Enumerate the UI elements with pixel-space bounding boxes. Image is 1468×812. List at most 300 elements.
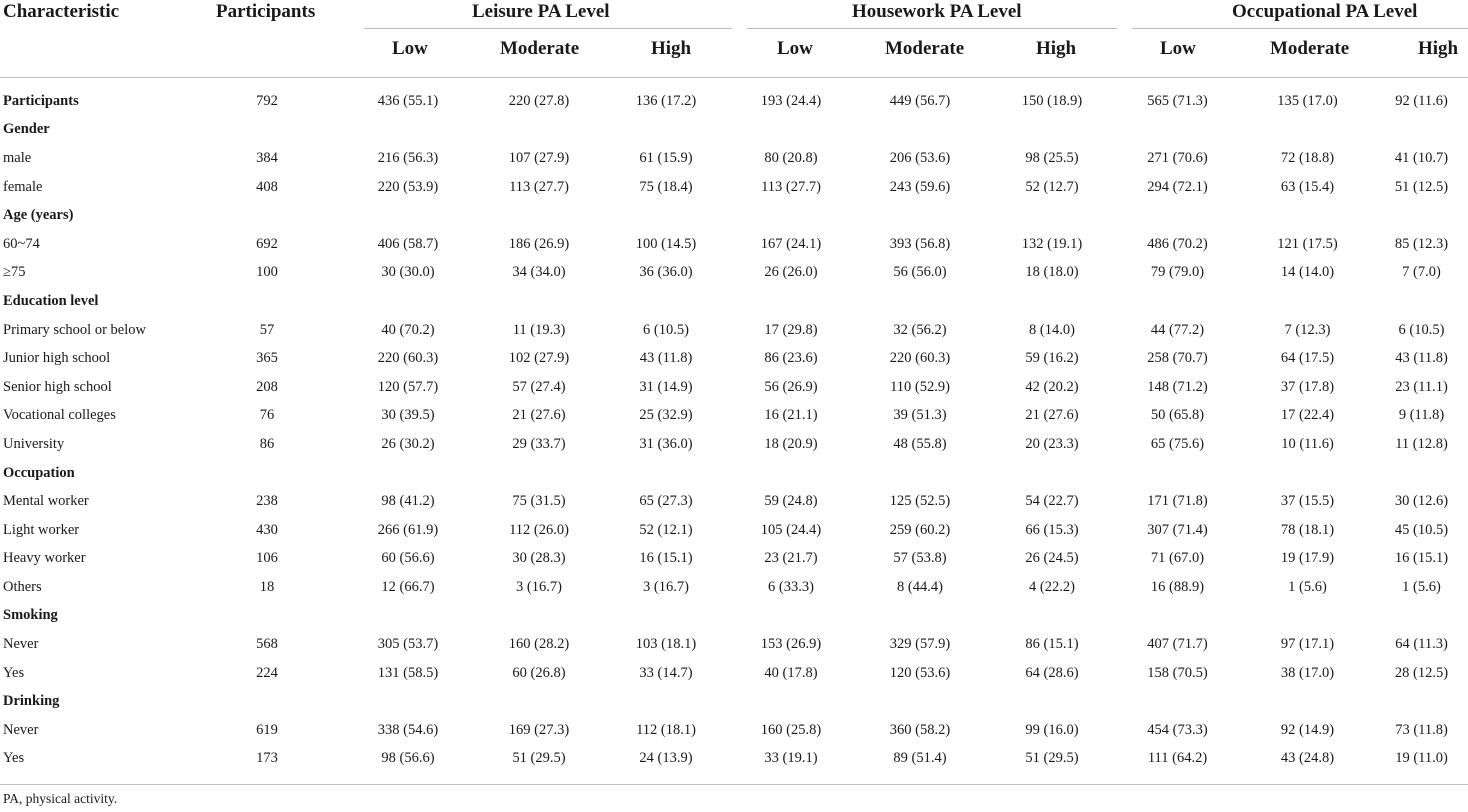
table-cell: 75 (31.5): [512, 493, 566, 510]
table-cell: 7 (12.3): [1284, 321, 1331, 338]
table-cell: 125 (52.5): [889, 493, 951, 510]
table-cell: 23 (21.7): [764, 550, 818, 567]
table-cell: 132 (19.1): [1021, 235, 1083, 252]
row-label: female: [3, 178, 43, 195]
table-cell: 216 (56.3): [377, 149, 439, 166]
table-cell: 6 (10.5): [1398, 321, 1445, 338]
table-cell: 167 (24.1): [760, 235, 822, 252]
table-cell: 64 (11.3): [1395, 636, 1448, 653]
table-cell: [989, 116, 1115, 145]
table-cell: 135 (17.0): [1277, 92, 1338, 109]
table-cell: 59 (24.8): [764, 493, 818, 510]
table-cell: 43 (24.8): [1280, 750, 1335, 767]
participants-cell: 568: [256, 636, 278, 653]
table-cell: [731, 287, 851, 316]
table-row: [0, 402, 1468, 431]
table-cell: 160 (25.8): [760, 721, 822, 738]
table-cell: 17 (29.8): [764, 321, 818, 338]
table-cell: [1115, 687, 1240, 716]
table-cell: 42 (20.2): [1025, 378, 1079, 395]
section-label: Drinking: [3, 693, 60, 710]
table-cell: 57 (27.4): [512, 378, 566, 395]
table-row: [0, 716, 1468, 745]
row-label: Primary school or below: [3, 321, 146, 338]
row-label: Senior high school: [3, 378, 112, 395]
table-cell: 220 (60.3): [377, 350, 439, 367]
table-cell: 11 (12.8): [1395, 435, 1448, 452]
table-cell: [1115, 116, 1240, 145]
table-cell: 31 (14.9): [639, 378, 693, 395]
table-cell: [1375, 287, 1468, 316]
table-cell: 79 (79.0): [1150, 264, 1205, 281]
table-row: [0, 344, 1468, 373]
table-cell: 136 (17.2): [635, 92, 697, 109]
header-level-occupational-moderate: Moderate: [1270, 38, 1350, 59]
table-cell: 393 (56.8): [889, 235, 951, 252]
header-level-occupational-high: High: [1418, 38, 1459, 59]
table-cell: [989, 459, 1115, 488]
table-row: [0, 87, 1468, 116]
table-cell: [1115, 201, 1240, 230]
table-row: [0, 230, 1468, 259]
table-cell: 121 (17.5): [1277, 235, 1338, 252]
table-cell: 99 (16.0): [1025, 721, 1079, 738]
participants-cell: 76: [259, 407, 275, 424]
section-label: Occupation: [3, 464, 75, 481]
row-label: male: [3, 149, 32, 166]
table-cell: 120 (57.7): [377, 378, 439, 395]
table-cell: 436 (55.1): [377, 92, 439, 109]
header-participants: Participants: [216, 1, 316, 22]
participants-cell: 100: [256, 264, 278, 281]
participants-cell: 208: [256, 378, 278, 395]
table-cell: 16 (21.1): [764, 407, 818, 424]
table-cell: 64 (28.6): [1025, 664, 1079, 681]
participants-cell: 173: [256, 750, 278, 767]
table-cell: 26 (30.2): [381, 435, 435, 452]
table-cell: 111 (64.2): [1147, 750, 1208, 767]
table-cell: 120 (53.6): [889, 664, 951, 681]
table-cell: 271 (70.6): [1147, 149, 1208, 166]
table-cell: 30 (30.0): [381, 264, 435, 281]
table-cell: [1240, 287, 1375, 316]
table-cell: 11 (19.3): [512, 321, 566, 338]
table-cell: 72 (18.8): [1280, 149, 1335, 166]
table-cell: 89 (51.4): [893, 750, 947, 767]
table-cell: 66 (15.3): [1025, 521, 1079, 538]
table-cell: 19 (17.9): [1280, 550, 1335, 567]
participants-cell: 430: [256, 521, 278, 538]
table-cell: [1115, 287, 1240, 316]
table-row: [0, 259, 1468, 288]
table-cell: 9 (11.8): [1398, 407, 1445, 424]
row-label: Yes: [3, 750, 25, 767]
table-cell: 75 (18.4): [639, 178, 693, 195]
participants-cell: [195, 459, 339, 488]
table-cell: [851, 459, 989, 488]
table-cell: 220 (53.9): [377, 178, 439, 195]
table-row: [0, 659, 1468, 688]
row-label: Never: [3, 721, 39, 738]
table-cell: 169 (27.3): [508, 721, 570, 738]
table-cell: 6 (33.3): [768, 578, 814, 595]
table-cell: 43 (11.8): [639, 350, 693, 367]
table-cell: [477, 287, 601, 316]
table-cell: 360 (58.2): [889, 721, 951, 738]
table-cell: 73 (11.8): [1395, 721, 1448, 738]
table-cell: 16 (88.9): [1150, 578, 1205, 595]
table-cell: 24 (13.9): [639, 750, 693, 767]
table-cell: 407 (71.7): [1147, 636, 1208, 653]
table-cell: 110 (52.9): [890, 378, 950, 395]
table-cell: 59 (16.2): [1025, 350, 1079, 367]
table-cell: 57 (53.8): [893, 550, 947, 567]
table-cell: 565 (71.3): [1147, 92, 1208, 109]
table-cell: 113 (27.7): [509, 178, 569, 195]
table-row: [0, 745, 1468, 774]
header-group-leisure: Leisure PA Level: [472, 1, 610, 22]
table-cell: 307 (71.4): [1147, 521, 1208, 538]
table-cell: 29 (33.7): [512, 435, 566, 452]
table-cell: [989, 602, 1115, 631]
participants-cell: 18: [259, 578, 275, 595]
table-row: [0, 487, 1468, 516]
table-cell: 92 (11.6): [1395, 92, 1448, 109]
table-cell: [1375, 201, 1468, 230]
table-cell: [851, 602, 989, 631]
table-cell: 8 (44.4): [897, 578, 943, 595]
table-cell: 160 (28.2): [508, 636, 570, 653]
table-cell: 243 (59.6): [889, 178, 951, 195]
table-cell: 36 (36.0): [639, 264, 693, 281]
table-cell: 107 (27.9): [508, 149, 570, 166]
table-cell: 71 (67.0): [1150, 550, 1205, 567]
participants-cell: 224: [256, 664, 278, 681]
table-row: [0, 516, 1468, 545]
table-cell: [1375, 116, 1468, 145]
table-cell: 6 (10.5): [643, 321, 689, 338]
section-header-row: [0, 459, 1468, 488]
table-cell: 51 (12.5): [1394, 178, 1449, 195]
table-cell: [851, 201, 989, 230]
table-cell: [601, 459, 731, 488]
table-cell: [851, 116, 989, 145]
table-cell: 19 (11.0): [1395, 750, 1448, 767]
table-cell: 3 (16.7): [516, 578, 562, 595]
participants-cell: [195, 602, 339, 631]
table-cell: 30 (39.5): [381, 407, 435, 424]
row-label: Mental worker: [3, 493, 89, 510]
table-cell: 3 (16.7): [643, 578, 689, 595]
table-cell: 34 (34.0): [512, 264, 566, 281]
header-group-housework: Housework PA Level: [852, 1, 1022, 22]
table-cell: 105 (24.4): [760, 521, 822, 538]
table-cell: 266 (61.9): [377, 521, 439, 538]
participants-cell: 792: [256, 92, 278, 109]
table-cell: 258 (70.7): [1147, 350, 1208, 367]
table-cell: [339, 459, 477, 488]
table-cell: 100 (14.5): [635, 235, 697, 252]
table-cell: 206 (53.6): [889, 149, 951, 166]
table-cell: 329 (57.9): [889, 636, 951, 653]
table-cell: [339, 287, 477, 316]
table-cell: 16 (15.1): [1394, 550, 1449, 567]
table-cell: 17 (22.4): [1280, 407, 1335, 424]
table-row: [0, 573, 1468, 602]
table-cell: 148 (71.2): [1147, 378, 1208, 395]
table-cell: 26 (24.5): [1025, 550, 1079, 567]
table-cell: 220 (27.8): [508, 92, 570, 109]
table-cell: 150 (18.9): [1021, 92, 1083, 109]
group-underline-housework: [747, 28, 1117, 29]
table-cell: 153 (26.9): [760, 636, 822, 653]
participants-cell: [195, 201, 339, 230]
table-cell: 92 (14.9): [1280, 721, 1335, 738]
table-cell: [1115, 602, 1240, 631]
table-cell: [1375, 602, 1468, 631]
table-cell: [731, 201, 851, 230]
characteristics-table: [0, 87, 1468, 773]
table-cell: 294 (72.1): [1147, 178, 1208, 195]
table-row: [0, 545, 1468, 574]
table-cell: 65 (27.3): [639, 493, 693, 510]
table-cell: 449 (56.7): [889, 92, 951, 109]
row-label: Light worker: [3, 521, 80, 538]
table-cell: 52 (12.7): [1025, 178, 1079, 195]
table-cell: 131 (58.5): [377, 664, 439, 681]
table-cell: [601, 287, 731, 316]
table-cell: 85 (12.3): [1394, 235, 1449, 252]
table-cell: 305 (53.7): [377, 636, 439, 653]
table-cell: [989, 287, 1115, 316]
table-row: [0, 144, 1468, 173]
table-cell: 37 (15.5): [1280, 493, 1335, 510]
table-cell: [731, 602, 851, 631]
section-label: Gender: [3, 121, 50, 138]
row-label: Never: [3, 636, 39, 653]
participants-cell: 86: [259, 435, 275, 452]
table-cell: 78 (18.1): [1280, 521, 1335, 538]
section-header-row: [0, 687, 1468, 716]
table-cell: 16 (15.1): [639, 550, 693, 567]
table-cell: [1375, 459, 1468, 488]
table-cell: 112 (26.0): [509, 521, 569, 538]
table-cell: [1240, 687, 1375, 716]
table-cell: [1115, 459, 1240, 488]
table-cell: 51 (29.5): [1025, 750, 1079, 767]
header-level-leisure-moderate: Moderate: [500, 38, 580, 59]
table-cell: 44 (77.2): [1150, 321, 1205, 338]
table-cell: 20 (23.3): [1025, 435, 1079, 452]
table-cell: 10 (11.6): [1281, 435, 1334, 452]
table-cell: 65 (75.6): [1150, 435, 1205, 452]
table-cell: 220 (60.3): [889, 350, 951, 367]
table-cell: 25 (32.9): [639, 407, 693, 424]
header-group-occupational: Occupational PA Level: [1232, 1, 1418, 22]
table-cell: 80 (20.8): [764, 149, 818, 166]
table-cell: [731, 459, 851, 488]
header-bottom-rule: [0, 77, 1468, 78]
table-cell: 38 (17.0): [1280, 664, 1335, 681]
header-level-leisure-low: Low: [392, 38, 428, 59]
table-cell: 33 (14.7): [639, 664, 693, 681]
row-label: ≥75: [3, 264, 26, 281]
section-header-row: [0, 287, 1468, 316]
section-label: Smoking: [3, 607, 58, 624]
row-label: Junior high school: [3, 350, 111, 367]
table-cell: 51 (29.5): [512, 750, 566, 767]
table-cell: [1240, 459, 1375, 488]
section-label: Education level: [3, 292, 99, 309]
table-cell: [339, 201, 477, 230]
participants-cell: 692: [256, 235, 278, 252]
table-cell: [477, 116, 601, 145]
table-cell: 50 (65.8): [1150, 407, 1205, 424]
participants-cell: [195, 287, 339, 316]
group-underline-occupational: [1132, 28, 1468, 29]
table-cell: [731, 116, 851, 145]
table-cell: [339, 116, 477, 145]
row-label: University: [3, 435, 65, 452]
table-cell: 21 (27.6): [512, 407, 566, 424]
table-cell: 186 (26.9): [508, 235, 570, 252]
table-cell: 63 (15.4): [1280, 178, 1335, 195]
table-cell: 33 (19.1): [764, 750, 818, 767]
table-cell: 1 (5.6): [1288, 578, 1327, 595]
table-cell: 18 (20.9): [764, 435, 818, 452]
table-cell: [989, 201, 1115, 230]
table-cell: 158 (70.5): [1147, 664, 1208, 681]
table-cell: 86 (23.6): [764, 350, 818, 367]
header-level-occupational-low: Low: [1160, 38, 1196, 59]
table-cell: 103 (18.1): [635, 636, 697, 653]
table-cell: 259 (60.2): [889, 521, 951, 538]
table-footnote: PA, physical activity.: [3, 791, 118, 806]
participants-cell: 384: [256, 149, 278, 166]
table-cell: [601, 687, 731, 716]
table-cell: 21 (27.6): [1025, 407, 1079, 424]
table-cell: 54 (22.7): [1025, 493, 1079, 510]
table-row: [0, 630, 1468, 659]
participants-cell: 619: [256, 721, 278, 738]
table-cell: 113 (27.7): [761, 178, 821, 195]
table-cell: [477, 459, 601, 488]
table-row: [0, 373, 1468, 402]
table-cell: 454 (73.3): [1147, 721, 1208, 738]
table-cell: 7 (7.0): [1402, 264, 1441, 281]
header-level-housework-moderate: Moderate: [885, 38, 965, 59]
table-cell: 61 (15.9): [639, 149, 693, 166]
participants-cell: [195, 116, 339, 145]
table-cell: 56 (26.9): [764, 378, 818, 395]
section-label: Age (years): [3, 207, 74, 224]
table-row: [0, 430, 1468, 459]
table-cell: 26 (26.0): [764, 264, 818, 281]
table-cell: [477, 602, 601, 631]
table-bottom-rule: [0, 784, 1468, 785]
table-cell: 171 (71.8): [1147, 493, 1208, 510]
table-cell: 14 (14.0): [1280, 264, 1335, 281]
table-cell: 486 (70.2): [1147, 235, 1208, 252]
table-cell: 98 (41.2): [381, 493, 435, 510]
table-row: [0, 316, 1468, 345]
table-cell: 86 (15.1): [1025, 636, 1079, 653]
header-level-housework-low: Low: [777, 38, 813, 59]
table-cell: 338 (54.6): [377, 721, 439, 738]
table-cell: [851, 687, 989, 716]
row-label: Yes: [3, 664, 25, 681]
group-underline-leisure: [364, 28, 732, 29]
table-cell: 56 (56.0): [893, 264, 947, 281]
table-cell: [1240, 116, 1375, 145]
header-level-housework-high: High: [1036, 38, 1077, 59]
table-cell: 8 (14.0): [1029, 321, 1075, 338]
row-label: 60~74: [3, 235, 40, 252]
table-cell: 40 (17.8): [764, 664, 818, 681]
table-cell: [477, 687, 601, 716]
participants-cell: 408: [256, 178, 278, 195]
section-header-row: [0, 602, 1468, 631]
table-cell: 28 (12.5): [1394, 664, 1449, 681]
table-cell: [477, 201, 601, 230]
table-cell: 112 (18.1): [636, 721, 696, 738]
table-cell: 1 (5.6): [1402, 578, 1441, 595]
table-cell: 98 (56.6): [381, 750, 435, 767]
table-cell: [1375, 687, 1468, 716]
table-cell: [601, 116, 731, 145]
table-cell: 97 (17.1): [1280, 636, 1335, 653]
row-label: Heavy worker: [3, 550, 86, 567]
participants-cell: 365: [256, 350, 278, 367]
table-cell: [1240, 201, 1375, 230]
section-header-row: [0, 201, 1468, 230]
table-cell: 43 (11.8): [1395, 350, 1448, 367]
header-characteristic: Characteristic: [3, 1, 120, 22]
table-cell: 48 (55.8): [893, 435, 947, 452]
table-row: [0, 173, 1468, 202]
table-cell: 40 (70.2): [381, 321, 435, 338]
table-cell: 52 (12.1): [639, 521, 693, 538]
table-cell: [851, 287, 989, 316]
table-cell: [601, 602, 731, 631]
participants-cell: 238: [256, 493, 278, 510]
table-cell: 37 (17.8): [1280, 378, 1335, 395]
row-label: Participants: [3, 92, 79, 109]
table-cell: 45 (10.5): [1394, 521, 1449, 538]
table-cell: 18 (18.0): [1025, 264, 1079, 281]
table-cell: [989, 687, 1115, 716]
table-cell: 32 (56.2): [893, 321, 947, 338]
table-cell: [731, 687, 851, 716]
row-label: Vocational colleges: [3, 407, 116, 424]
table-cell: 98 (25.5): [1025, 149, 1079, 166]
table-cell: 30 (28.3): [512, 550, 566, 567]
table-cell: [601, 201, 731, 230]
table-cell: [339, 687, 477, 716]
table-cell: [339, 602, 477, 631]
table-cell: 406 (58.7): [377, 235, 439, 252]
header-level-leisure-high: High: [651, 38, 692, 59]
participants-cell: 57: [259, 321, 275, 338]
table-cell: 30 (12.6): [1394, 493, 1449, 510]
table-cell: 60 (56.6): [381, 550, 435, 567]
participants-cell: [195, 687, 339, 716]
row-label: Others: [3, 578, 42, 595]
table-cell: 31 (36.0): [639, 435, 693, 452]
table-cell: 193 (24.4): [760, 92, 822, 109]
table-cell: 41 (10.7): [1394, 149, 1449, 166]
table-cell: 102 (27.9): [508, 350, 570, 367]
